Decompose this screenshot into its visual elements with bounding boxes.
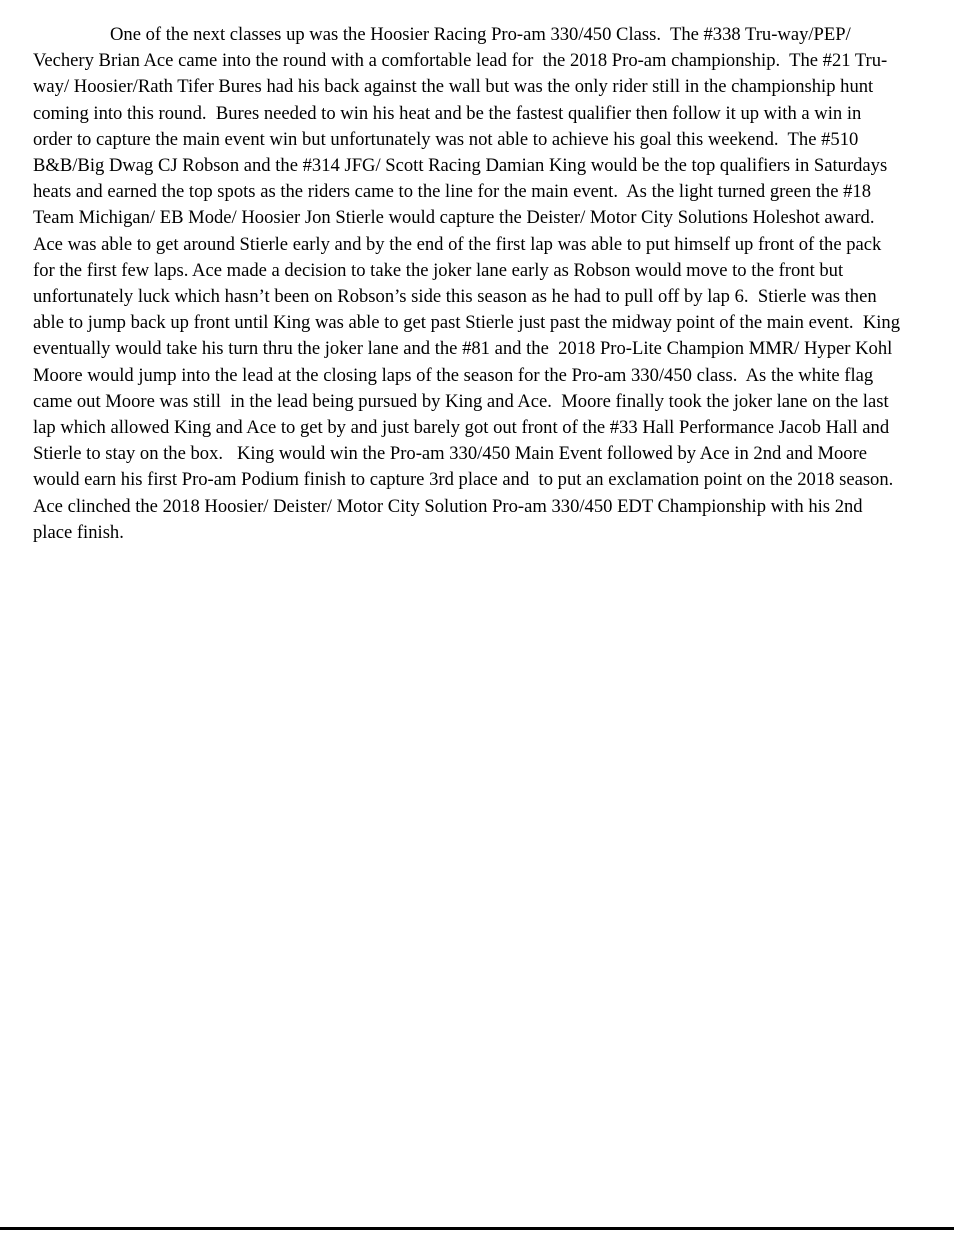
- race-report-paragraph: [33, 22, 928, 546]
- paragraph-line: heats and earned the top spots as the riders came to the line for the main event. As the light turned green the #18: [33, 181, 872, 203]
- horizontal-rule: [0, 1227, 954, 1230]
- paragraph-line: Vechery Brian Ace came into the round with a comfortable lead for the 2018 Pro-am championship. The #21 Tru-: [33, 50, 888, 72]
- paragraph-line: Stierle to stay on the box. King would win the Pro-am 330/450 Main Event followed by Ace in 2nd and Moore: [33, 443, 868, 465]
- paragraph-line: unfortunately luck which hasn’t been on Robson’s side this season as he had to pull off by lap 6. Stierle was then: [33, 286, 877, 308]
- paragraph-line: order to capture the main event win but unfortunately was not able to achieve his goal this weekend. The #510: [33, 128, 859, 150]
- paragraph-line: Moore would jump into the lead at the closing laps of the season for the Pro-am 330/450 class. As the white flag: [33, 364, 874, 386]
- paragraph-line: lap which allowed King and Ace to get by and just barely got out front of the #33 Hall Performance Jacob Hall and: [33, 417, 890, 439]
- paragraph-line: eventually would take his turn thru the joker lane and the #81 and the 2018 Pro-Lite Champion MMR/ Hyper Kohl: [33, 338, 893, 360]
- paragraph-line: for the first few laps. Ace made a decision to take the joker lane early as Robson would move to the front but: [33, 259, 844, 281]
- paragraph-line: Team Michigan/ EB Mode/ Hoosier Jon Stierle would capture the Deister/ Motor City Solutions Holeshot award.: [33, 207, 875, 229]
- paragraph-line: Ace was able to get around Stierle early and by the end of the first lap was able to put himself up front of the pack: [33, 233, 882, 255]
- paragraph-line: coming into this round. Bures needed to win his heat and be the fastest qualifier then follow it up with a win in: [33, 102, 862, 124]
- paragraph-line: One of the next classes up was the Hoosier Racing Pro-am 330/450 Class. The #338 Tru-way/PEP/: [110, 24, 851, 45]
- paragraph-line: came out Moore was still in the lead being pursued by King and Ace. Moore finally took the joker lane on the last: [33, 390, 889, 412]
- paragraph-line: B&B/Big Dwag CJ Robson and the #314 JFG/ Scott Racing Damian King would be the top qualifiers in Saturdays: [33, 155, 888, 177]
- paragraph-line: place finish.: [33, 521, 124, 543]
- paragraph-line: able to jump back up front until King was able to get past Stierle just past the midway point of the main event. King: [33, 312, 901, 334]
- paragraph-line: would earn his first Pro-am Podium finish to capture 3rd place and to put an exclamation point on the 2018 season.: [33, 469, 894, 491]
- paragraph-line: way/ Hoosier/Rath Tifer Bures had his back against the wall but was the only rider still in the championship hunt: [33, 76, 874, 98]
- paragraph-line: Ace clinched the 2018 Hoosier/ Deister/ Motor City Solution Pro-am 330/450 EDT Championship with his 2nd: [33, 495, 863, 517]
